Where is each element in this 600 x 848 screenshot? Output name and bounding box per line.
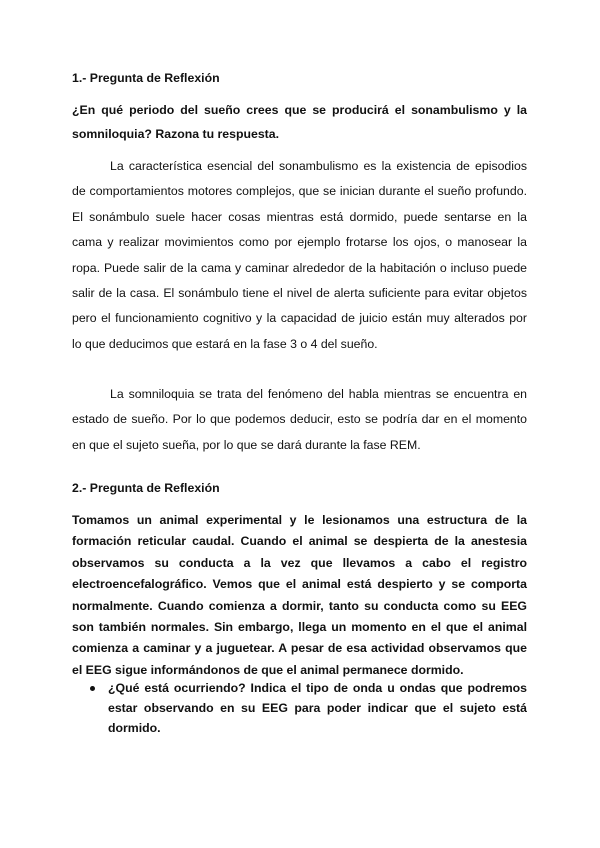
section-2-heading: 2.- Pregunta de Reflexión bbox=[72, 481, 220, 495]
section-2-bullet-list bbox=[72, 678, 527, 738]
section-2-statement: Tomamos un animal experimental y le lesionamos una estructura de la formación reticular caudal. Cuando el animal se despierta de la anestesia observamos su conducta a la vez que llevamos a cabo el registro electroencefalográfico. Vemos que el animal está despierto y se comporta normalmente. Cuando comienza a dormir, tanto su conducta como su EEG son también normales. Sin embargo, llega un momento en el que el animal comienza a caminar y a juguetear. A pesar de esa actividad observamos que el EEG sigue informándonos de que el animal permanece dormido. bbox=[72, 513, 527, 677]
section-1-heading: 1.- Pregunta de Reflexión bbox=[72, 71, 220, 85]
bullet-item-text: ¿Qué está ocurriendo? Indica el tipo de onda u ondas que podremos estar observando en su EEG para poder indicar que el sujeto está dormido. bbox=[108, 681, 527, 735]
section-1-answer-paragraph-1: La característica esencial del sonambulismo es la existencia de episodios de comportamientos motores complejos, que se inician durante el sueño profundo. El sonámbulo suele hacer cosas mientras está dormido, puede sentarse en la cama y realizar movimientos como por ejemplo frotarse los ojos, o manosear la ropa. Puede salir de la cama y caminar alrededor de la habitación o incluso puede salir de la casa. El sonámbulo tiene el nivel de alerta suficiente para evitar objetos pero el funcionamiento cognitivo y la capacidad de juicio están muy alterados por lo que deducimos que estará en la fase 3 o 4 del sueño. bbox=[72, 159, 527, 351]
section-1-answer-paragraph-2: La somniloquia se trata del fenómeno del habla mientras se encuentra en estado de sueño. Por lo que podemos deducir, esto se podría dar en el momento en que el sujeto sueña, por lo que se dará durante la fase REM. bbox=[72, 387, 527, 452]
section-1-question: ¿En qué periodo del sueño crees que se producirá el sonambulismo y la somniloquia? Razona tu respuesta. bbox=[72, 103, 527, 141]
bullet-item bbox=[72, 678, 527, 738]
bullet-dot-icon bbox=[90, 686, 95, 691]
